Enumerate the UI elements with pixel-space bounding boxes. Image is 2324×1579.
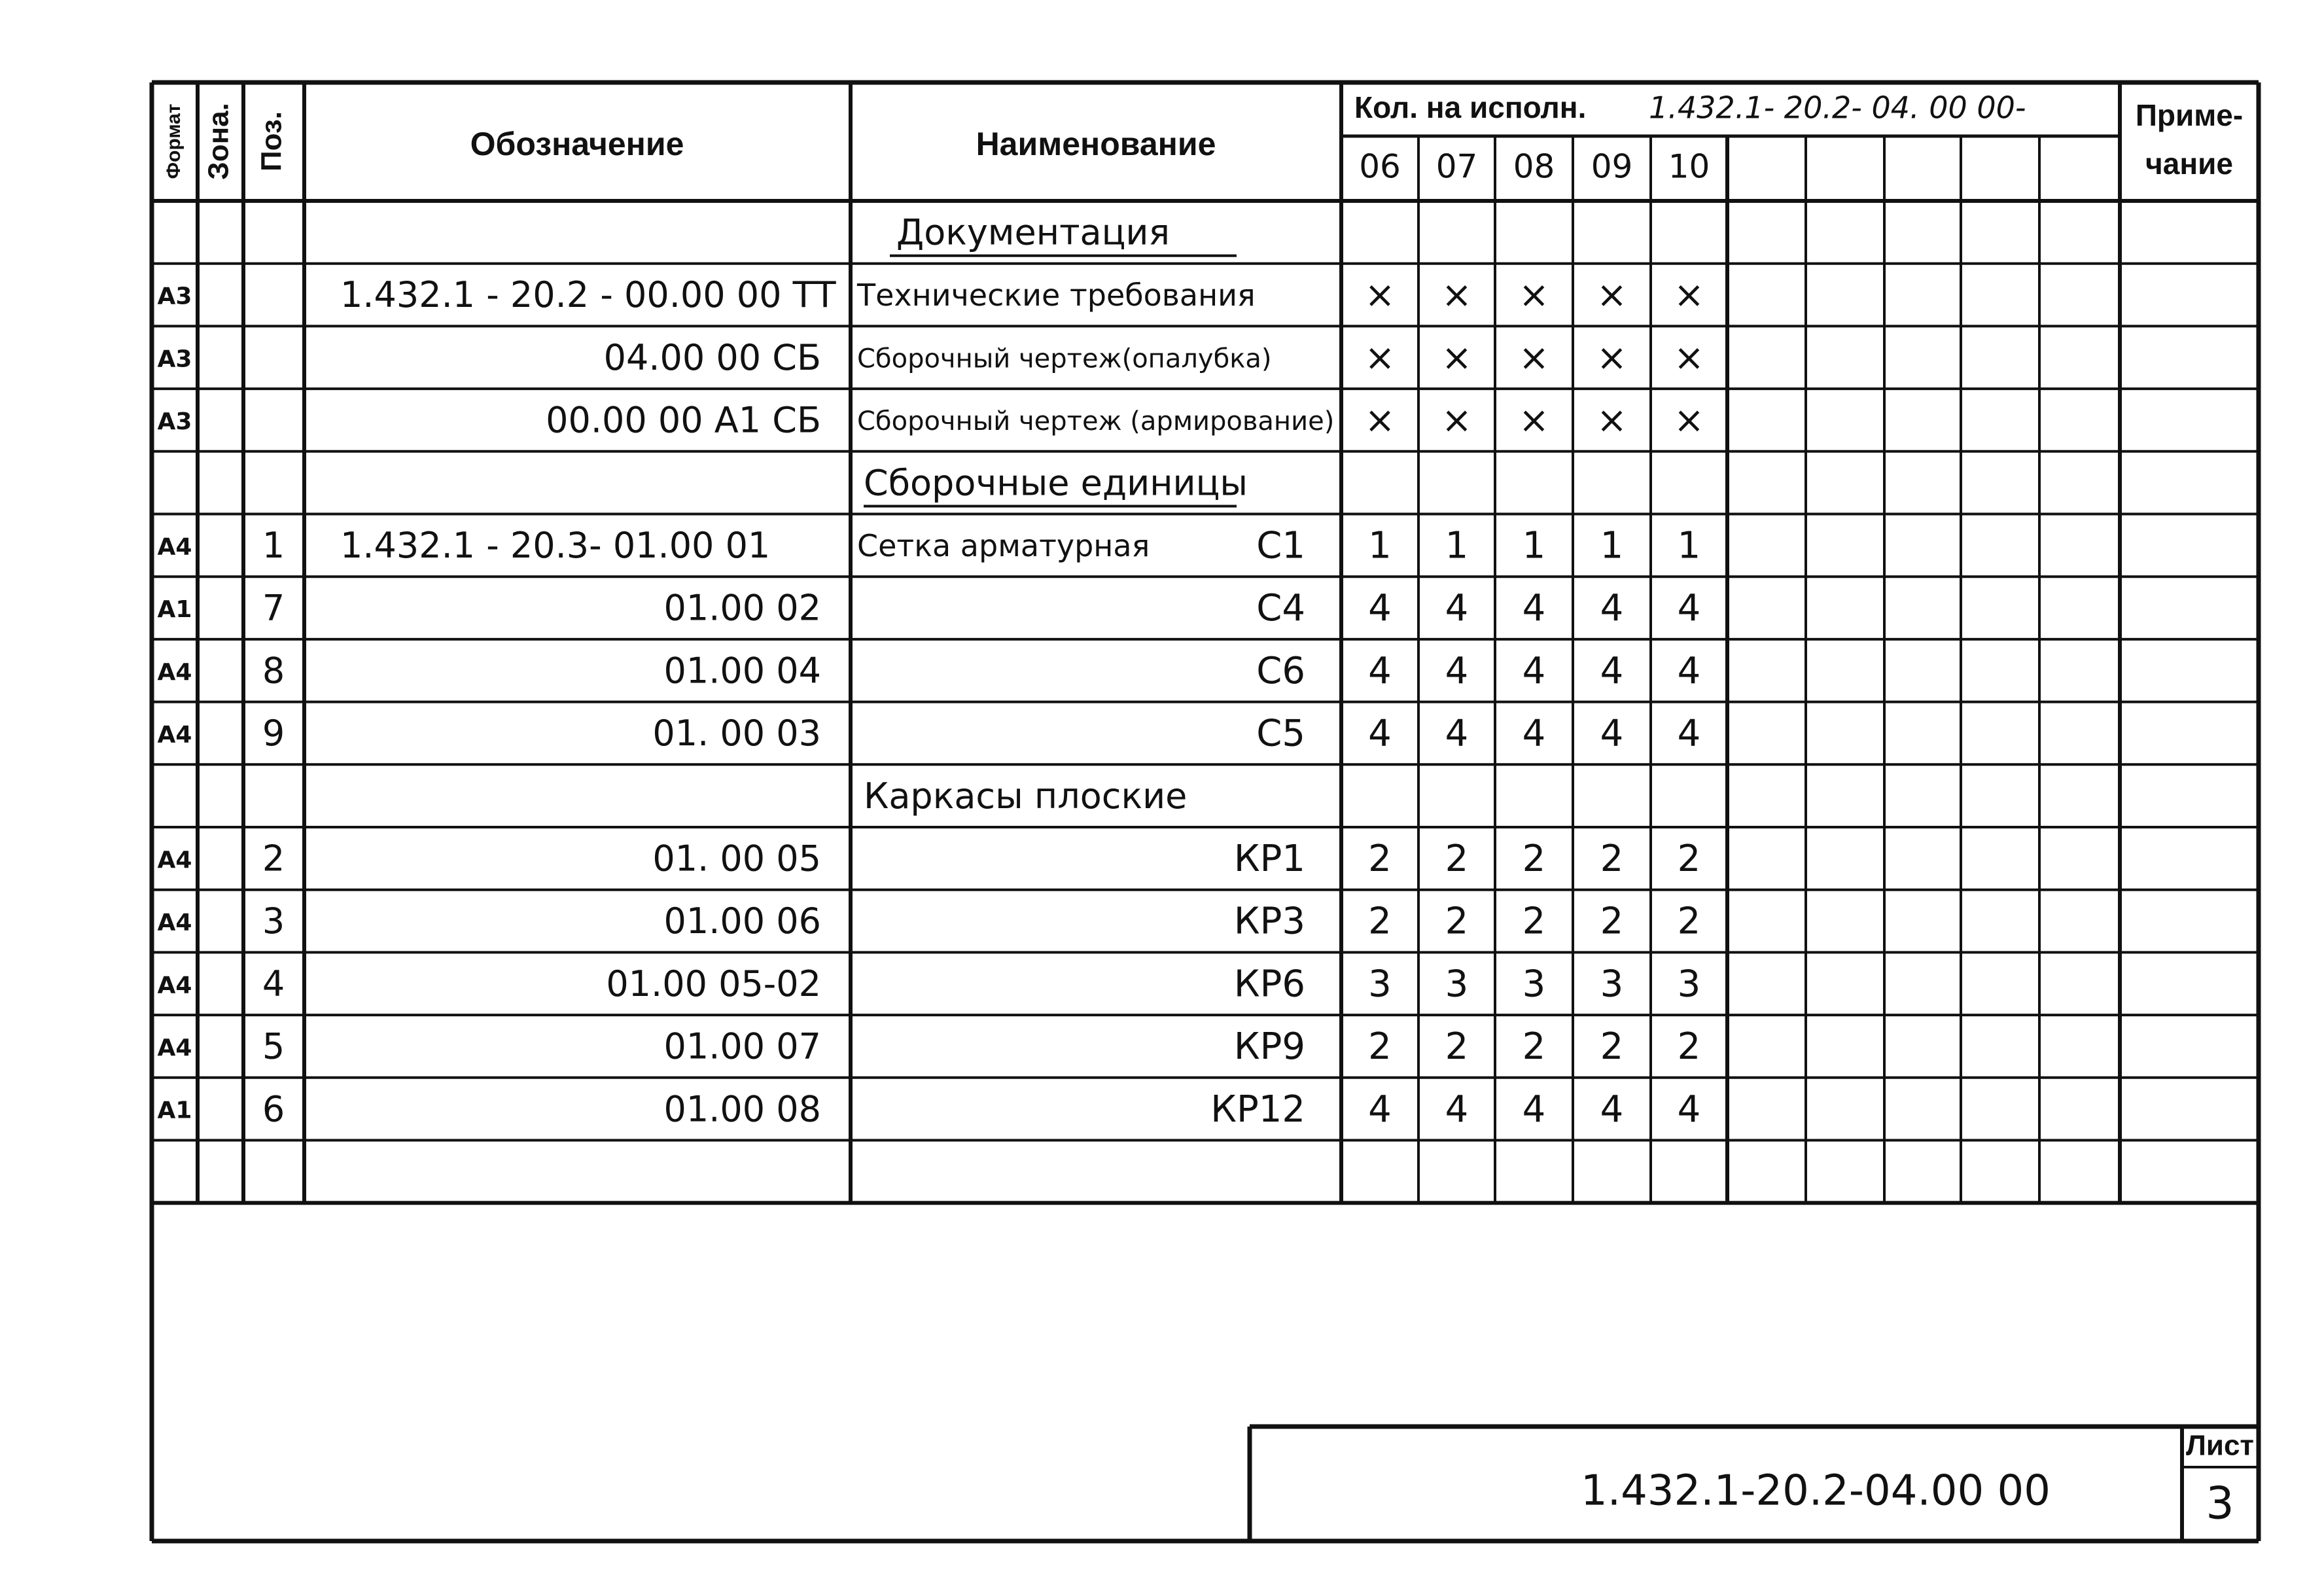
mark-cell: С1 (1256, 524, 1305, 567)
format-cell: А4 (157, 909, 192, 936)
qty-cell: 2 (1677, 900, 1701, 943)
note-header-line1: Приме- (2135, 98, 2244, 133)
qty-cell: × (1364, 274, 1396, 317)
format-cell: А3 (157, 283, 192, 310)
mark-cell: КР9 (1233, 1025, 1305, 1069)
qty-cell: × (1441, 336, 1472, 380)
note-header-line2: чание (2145, 147, 2233, 181)
designation-cell: 00.00 00 А1 СБ (546, 399, 821, 441)
name-cell: Сборочный чертеж (армирование) (857, 406, 1335, 436)
pos-cell: 6 (262, 1088, 285, 1130)
pos-cell: 3 (262, 900, 285, 942)
qty-cell: 4 (1445, 1088, 1469, 1131)
qty-cell: 4 (1677, 587, 1701, 630)
qty-cell: 4 (1445, 649, 1469, 692)
qty-cell: 2 (1445, 900, 1469, 943)
name-cell: Технические требования (857, 277, 1256, 313)
variant-header: 08 (1513, 147, 1555, 186)
table-content (158, 90, 2254, 1530)
qty-cell: × (1441, 274, 1472, 317)
designation-cell: 01.00 05-02 (606, 963, 821, 1004)
mark-cell: С6 (1256, 649, 1305, 692)
mark-cell: С5 (1256, 712, 1305, 755)
qty-cell: 2 (1368, 900, 1392, 943)
pos-cell: 8 (262, 650, 285, 692)
qty-header-label: Кол. на исполн. (1354, 90, 1587, 125)
format-cell: А1 (157, 1097, 192, 1124)
qty-cell: 4 (1522, 712, 1546, 755)
designation-cell: 01.00 07 (663, 1025, 821, 1067)
qty-cell: 1 (1445, 524, 1469, 567)
designation-cell: 01.00 08 (663, 1088, 821, 1130)
qty-cell: 2 (1368, 1025, 1392, 1069)
mark-cell: КР1 (1233, 837, 1305, 880)
format-header: Формат (162, 103, 185, 179)
qty-cell: 2 (1522, 837, 1546, 880)
qty-cell: 4 (1600, 649, 1624, 692)
designation-cell: 01. 00 03 (652, 713, 821, 754)
qty-cell: × (1441, 399, 1472, 442)
qty-cell: 4 (1522, 587, 1546, 630)
pos-cell: 2 (262, 838, 285, 879)
qty-cell: × (1364, 399, 1396, 442)
mark-cell: КР3 (1233, 900, 1305, 943)
qty-cell: × (1364, 336, 1396, 380)
format-cell: А4 (157, 1034, 192, 1061)
designation-cell: 01.00 06 (663, 900, 821, 942)
format-cell: А1 (157, 596, 192, 624)
qty-cell: × (1519, 274, 1549, 317)
format-cell: А4 (157, 972, 192, 999)
qty-cell: 4 (1522, 1088, 1546, 1131)
pos-cell: 9 (262, 713, 285, 754)
qty-cell: 4 (1522, 649, 1546, 692)
section-heading: Каркасы плоские (864, 775, 1188, 817)
format-cell: А4 (157, 846, 192, 874)
pos-cell: 1 (262, 524, 285, 566)
name-header: Наименование (976, 126, 1216, 163)
qty-cell: × (1596, 274, 1627, 317)
qty-cell: 3 (1368, 963, 1392, 1006)
variant-header: 09 (1591, 147, 1633, 186)
qty-cell: 2 (1522, 900, 1546, 943)
mark-cell: КР6 (1233, 963, 1305, 1006)
designation-cell: 01. 00 05 (652, 838, 821, 879)
qty-cell: 4 (1677, 649, 1701, 692)
qty-cell: 4 (1368, 587, 1392, 630)
qty-cell: × (1596, 399, 1627, 442)
mark-cell: КР12 (1210, 1088, 1305, 1131)
name-cell: Сборочный чертеж(опалубка) (857, 344, 1272, 374)
qty-cell: × (1519, 399, 1549, 442)
qty-cell: 4 (1368, 649, 1392, 692)
qty-cell: 2 (1522, 1025, 1546, 1069)
qty-cell: 4 (1677, 712, 1701, 755)
designation-cell: 1.432.1 - 20.3- 01.00 01 (340, 524, 771, 566)
qty-cell: 2 (1445, 837, 1469, 880)
designation-header: Обозначение (470, 126, 684, 163)
qty-cell: × (1674, 336, 1704, 380)
section-heading: Сборочные единицы (864, 462, 1248, 504)
qty-cell: 3 (1600, 963, 1624, 1006)
variant-header: 07 (1435, 147, 1478, 186)
qty-cell: 2 (1600, 900, 1624, 943)
qty-cell: × (1674, 274, 1704, 317)
qty-cell: 4 (1600, 1088, 1624, 1131)
sheet-number: 3 (2206, 1478, 2234, 1530)
name-cell: Сетка арматурная (857, 527, 1150, 563)
designation-cell: 1.432.1 - 20.2 - 00.00 00 ТТ (340, 274, 836, 316)
qty-cell: 4 (1677, 1088, 1701, 1131)
qty-cell: × (1674, 399, 1704, 442)
mark-cell: С4 (1256, 587, 1305, 630)
format-cell: А4 (157, 721, 192, 749)
qty-cell: 1 (1600, 524, 1624, 567)
sheet-label: Лист (2186, 1429, 2254, 1462)
qty-cell: 4 (1368, 1088, 1392, 1131)
qty-cell: 4 (1445, 587, 1469, 630)
designation-cell: 01.00 02 (663, 587, 821, 629)
qty-cell: 2 (1368, 837, 1392, 880)
qty-cell: 4 (1445, 712, 1469, 755)
designation-cell: 04.00 00 СБ (603, 336, 821, 378)
qty-cell: 2 (1600, 1025, 1624, 1069)
variant-header: 06 (1359, 147, 1401, 186)
qty-cell: 4 (1600, 587, 1624, 630)
pos-cell: 7 (262, 587, 285, 629)
format-cell: А4 (157, 533, 192, 561)
pos-cell: 5 (262, 1025, 285, 1067)
zone-header: Зона. (202, 103, 235, 180)
format-cell: А4 (157, 658, 192, 686)
qty-cell: 3 (1445, 963, 1469, 1006)
qty-cell: 2 (1677, 837, 1701, 880)
qty-cell: 1 (1368, 524, 1392, 567)
pos-cell: 4 (262, 963, 285, 1004)
qty-cell: 3 (1522, 963, 1546, 1006)
format-cell: А3 (157, 408, 192, 435)
qty-header-code: 1.432.1- 20.2- 04. 00 00- (1649, 90, 2026, 126)
qty-cell: 2 (1600, 837, 1624, 880)
section-heading: Документация (896, 211, 1170, 253)
qty-cell: 1 (1677, 524, 1701, 567)
qty-cell: 4 (1600, 712, 1624, 755)
qty-cell: 2 (1677, 1025, 1701, 1069)
qty-cell: 3 (1677, 963, 1701, 1006)
document-code: 1.432.1-20.2-04.00 00 (1581, 1466, 2051, 1516)
variant-header: 10 (1668, 147, 1710, 186)
qty-cell: 2 (1445, 1025, 1469, 1069)
format-cell: А3 (157, 346, 192, 373)
qty-cell: 4 (1368, 712, 1392, 755)
designation-cell: 01.00 04 (663, 650, 821, 692)
qty-cell: × (1519, 336, 1549, 380)
qty-cell: × (1596, 336, 1627, 380)
qty-cell: 1 (1522, 524, 1546, 567)
pos-header: Поз. (255, 111, 288, 172)
